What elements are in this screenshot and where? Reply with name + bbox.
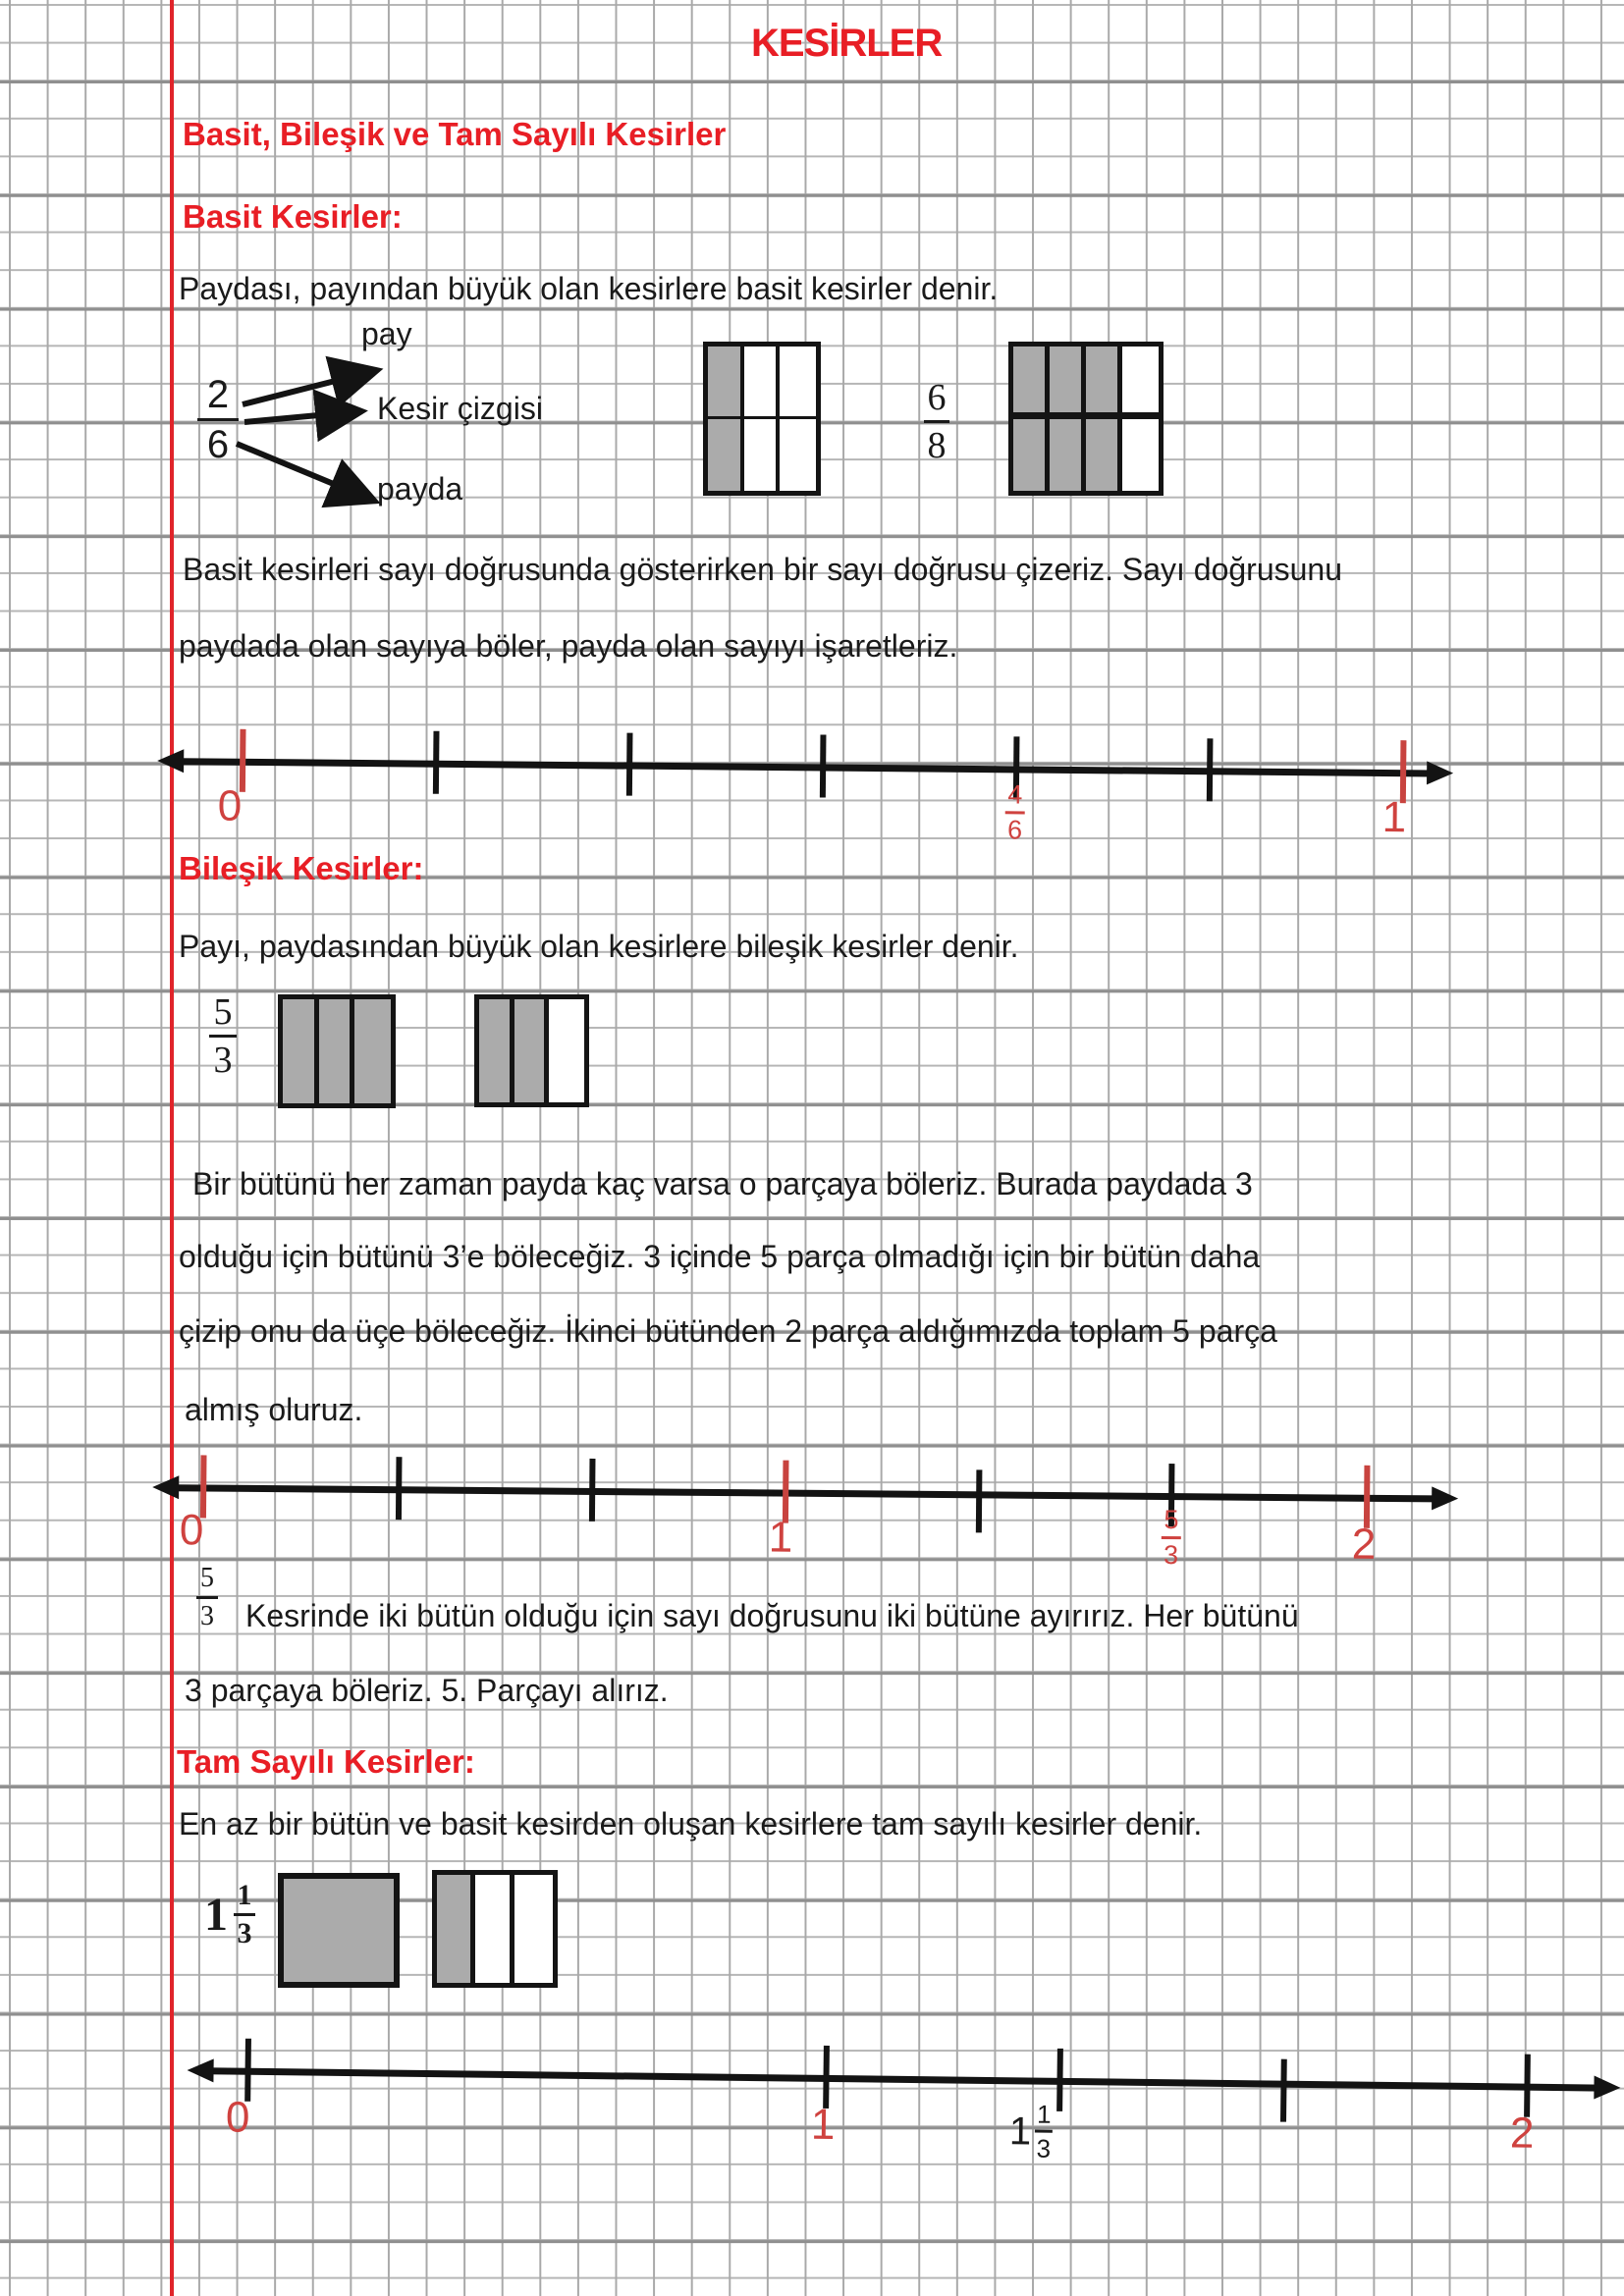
arrow-left-icon: [187, 2058, 213, 2082]
mark-numerator: 4: [1007, 779, 1023, 810]
number-line-bar: [174, 1484, 1436, 1502]
label-kesir-cizgisi: Kesir çizgisi: [377, 391, 543, 426]
fraction-bar: [1162, 1536, 1181, 1539]
fraction-cell: [780, 347, 816, 419]
tick: [1207, 738, 1214, 801]
fraction-5-3: [204, 993, 242, 1079]
fraction-5-3-denominator: 3: [213, 1040, 233, 1081]
number-line-label-0: 0: [217, 781, 243, 830]
mixed-fraction: [234, 1881, 255, 1949]
tam-definition: En az bir bütün ve basit kesirden oluşan kesirlere tam sayılı kesirler denir.: [179, 1806, 1203, 1842]
fraction-part-arrows: [221, 324, 398, 515]
number-line-label-5-3: [1150, 1504, 1194, 1571]
label-pay: pay: [361, 316, 412, 351]
mark-denominator: 6: [1006, 815, 1023, 845]
basit-note-line1: Basit kesirleri sayı doğrusunda gösterirken bir sayı doğrusu çizeriz. Sayı doğrusunu: [183, 552, 1343, 587]
fraction-cell: [319, 999, 355, 1103]
fraction-cell: [475, 1875, 514, 1983]
mixed-numerator: 1: [237, 1879, 252, 1911]
fraction-bar: [209, 1035, 237, 1038]
fraction-cell: [744, 419, 781, 492]
bilesik-para-line4: almış oluruz.: [185, 1392, 363, 1427]
fraction-6-8-numerator: 6: [927, 377, 947, 418]
heading-bilesik-kesirler: Bileşik Kesirler:: [179, 850, 424, 886]
number-line-bar: [179, 758, 1432, 776]
arrow-right-icon: [1594, 2076, 1620, 2100]
arrow-left-icon: [157, 749, 184, 773]
fraction-cell: [1122, 347, 1159, 419]
mark-numerator: 1: [1036, 2099, 1052, 2129]
mark-whole: 1: [1008, 2109, 1032, 2154]
basit-definition: Paydası, payından büyük olan kesirlere basit kesirler denir.: [179, 271, 999, 306]
number-line-label-1-1-3: [1008, 2101, 1053, 2162]
fraction-2-6-numerator: 2: [206, 373, 230, 416]
bilesik-note-line2: 3 parçaya böleriz. 5. Parçayı alırız.: [185, 1673, 669, 1708]
bilesik-note-line1: Kesrinde iki bütün olduğu için sayı doğrusunu iki bütüne ayırırız. Her bütünü: [245, 1598, 1299, 1633]
subtitle: Basit, Bileşik ve Tam Sayılı Kesirler: [183, 116, 727, 152]
tick: [1280, 2059, 1287, 2122]
mark-fraction: [1035, 2099, 1054, 2163]
fraction-diagram-whole-thirds: [278, 994, 396, 1108]
fraction-bar: [924, 420, 949, 423]
fraction-cell: [1050, 419, 1086, 492]
note-fraction-numerator: 5: [200, 1563, 214, 1593]
fraction-diagram-2-6: [703, 342, 821, 496]
tick-zero: [244, 2039, 251, 2102]
fraction-diagram-two-thirds: [474, 994, 589, 1107]
fraction-cell: [1013, 419, 1050, 492]
mark-denominator: 3: [1036, 2133, 1052, 2163]
fraction-cell: [479, 999, 514, 1102]
fraction-cell: [1086, 419, 1122, 492]
tick: [433, 731, 440, 794]
label-payda: payda: [377, 471, 463, 507]
fraction-bar: [196, 1596, 218, 1599]
number-line-label-0: 0: [225, 2093, 250, 2142]
mixed-number-1-1-3: [204, 1881, 255, 1949]
fraction-diagram-6-8: [1008, 342, 1164, 496]
number-line-label-0: 0: [179, 1506, 204, 1555]
fraction-cell: [354, 999, 391, 1103]
fraction-cell: [549, 999, 584, 1102]
note-fraction-5-3: [192, 1565, 222, 1630]
red-margin-line: [170, 0, 174, 2296]
fraction-cell: [283, 999, 319, 1103]
number-line-label-1: 1: [1381, 792, 1407, 842]
tick: [976, 1469, 983, 1532]
fraction-cell: [744, 347, 781, 419]
fraction-cell: [1013, 347, 1050, 419]
mark-numerator: 5: [1164, 1504, 1179, 1535]
heading-tam-sayili-kesirler: Tam Sayılı Kesirler:: [177, 1743, 475, 1780]
fraction-cell: [514, 1875, 553, 1983]
tick: [820, 734, 827, 797]
heading-basit-kesirler: Basit Kesirler:: [183, 198, 403, 235]
arrow-right-icon: [1432, 1486, 1458, 1510]
mixed-denominator: 3: [237, 1917, 252, 1949]
tick-two: [1364, 1466, 1371, 1528]
number-line-label-2: 2: [1509, 2109, 1535, 2158]
number-line-bar: [207, 2067, 1601, 2091]
fraction-cell: [1122, 419, 1159, 492]
fraction-6-8: [919, 379, 954, 464]
fraction-2-6-denominator: 6: [206, 423, 230, 466]
mixed-whole: 1: [204, 1888, 228, 1941]
fraction-bar: [1005, 811, 1025, 814]
tick: [589, 1459, 596, 1522]
bilesik-para-line3: çizip onu da üçe böleceğiz. İkinci bütünden 2 parça aldığımızda toplam 5 parça: [179, 1313, 1277, 1349]
tick-two: [1524, 2055, 1531, 2117]
tick: [626, 733, 633, 796]
mark-denominator: 3: [1164, 1539, 1179, 1571]
arrow-left-icon: [152, 1475, 179, 1499]
fraction-6-8-denominator: 8: [927, 425, 947, 466]
fraction-cell: [1086, 347, 1122, 419]
arrow-right-icon: [1427, 761, 1453, 784]
tick-one: [823, 2046, 830, 2109]
fraction-cell: [708, 419, 744, 492]
bilesik-definition: Payı, paydasından büyük olan kesirlere bileşik kesirler denir.: [179, 929, 1019, 964]
number-line-label-2: 2: [1351, 1520, 1377, 1569]
whole-square-diagram: [278, 1873, 400, 1988]
fraction-cell: [514, 999, 550, 1102]
number-line-bilesik: [151, 1414, 1459, 1622]
fraction-bar: [1035, 2130, 1053, 2133]
number-line-label-4-6: [993, 781, 1037, 843]
tick: [396, 1457, 403, 1520]
basit-note-line2: paydada olan sayıya böler, payda olan sayıyı işaretleriz.: [179, 628, 958, 664]
fraction-diagram-one-third: [432, 1870, 558, 1988]
fraction-cell: [437, 1875, 475, 1983]
bilesik-para-line1: Bir bütünü her zaman payda kaç varsa o parçaya böleriz. Burada paydada 3: [192, 1166, 1253, 1201]
note-fraction-denominator: 3: [200, 1601, 214, 1631]
fraction-cell: [780, 419, 816, 492]
number-line-label-1: 1: [810, 2100, 836, 2150]
page-title: KESİRLER: [751, 22, 943, 65]
number-line-label-1: 1: [768, 1513, 793, 1562]
fraction-cell: [1050, 347, 1086, 419]
fraction-bar: [234, 1913, 255, 1916]
tick-one-and-one-third: [1056, 2049, 1063, 2111]
fraction-5-3-numerator: 5: [213, 991, 233, 1033]
number-line-tam: [186, 2002, 1622, 2246]
fraction-cell: [708, 347, 744, 419]
bilesik-para-line2: olduğu için bütünü 3’e böleceğiz. 3 içinde 5 parça olmadığı için bir bütün daha: [179, 1239, 1261, 1274]
fraction-cell: [284, 1879, 394, 1982]
